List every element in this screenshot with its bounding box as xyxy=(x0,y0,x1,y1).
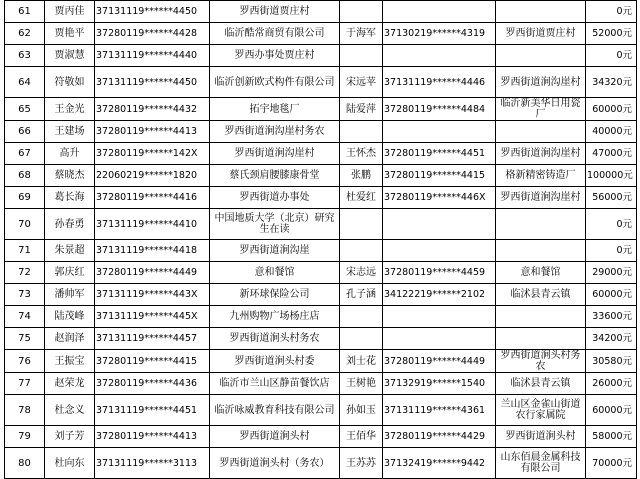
applicant-id: 37131119******4457 xyxy=(95,328,210,350)
applicant-name: 赵荣龙 xyxy=(45,373,95,395)
applicant-name: 贾艳平 xyxy=(45,23,95,45)
table-row xyxy=(5,373,637,395)
spouse-workplace: 罗西街道涧沟崖村 xyxy=(496,143,586,165)
spouse-name: 宋志远 xyxy=(340,262,383,284)
applicant-name: 贾淑慧 xyxy=(45,45,95,67)
income-amount: 40000元 xyxy=(586,121,637,143)
spouse-name: 王树艳 xyxy=(340,373,383,395)
spouse-workplace xyxy=(496,45,586,67)
row-number: 78 xyxy=(5,395,45,426)
spouse-id: 37132419******9442 xyxy=(383,448,496,479)
spouse-id xyxy=(383,45,496,67)
applicant-name: 陆茂峰 xyxy=(45,306,95,328)
income-amount: 0元 xyxy=(586,209,637,240)
row-number: 75 xyxy=(5,328,45,350)
applicant-name: 朱景超 xyxy=(45,240,95,262)
applicant-name: 杜向东 xyxy=(45,448,95,479)
applicant-name: 葛长海 xyxy=(45,187,95,209)
spouse-id xyxy=(383,306,496,328)
spouse-name xyxy=(340,1,383,23)
applicant-workplace: 新环球保险公司 xyxy=(210,284,340,306)
spouse-name xyxy=(340,328,383,350)
table-row xyxy=(5,395,637,426)
table-row xyxy=(5,165,637,187)
table-row xyxy=(5,67,637,98)
income-amount: 0元 xyxy=(586,240,637,262)
applicant-workplace: 蔡氏颈肩腰膝康骨堂 xyxy=(210,165,340,187)
applicant-workplace: 罗西街道涧头村 xyxy=(210,426,340,448)
table-row xyxy=(5,350,637,373)
spouse-workplace xyxy=(496,240,586,262)
applicant-id: 37280119******4413 xyxy=(95,426,210,448)
table-row xyxy=(5,1,637,23)
spouse-name: 于海军 xyxy=(340,23,383,45)
spouse-workplace: 临沭县青云镇 xyxy=(496,373,586,395)
applicant-name: 王建场 xyxy=(45,121,95,143)
income-amount: 0元 xyxy=(586,1,637,23)
spouse-workplace: 兰山区金雀山街道农行家属院 xyxy=(496,395,586,426)
row-number: 77 xyxy=(5,373,45,395)
spouse-workplace: 罗西街道涧沟崖村 xyxy=(496,67,586,98)
spouse-id: 37280119******4459 xyxy=(383,262,496,284)
applicant-name: 王金光 xyxy=(45,98,95,121)
spouse-name xyxy=(340,121,383,143)
applicant-workplace: 罗西街道贾庄村 xyxy=(210,1,340,23)
table-row xyxy=(5,187,637,209)
spouse-workplace xyxy=(496,121,586,143)
applicant-name: 蔡晓杰 xyxy=(45,165,95,187)
row-number: 74 xyxy=(5,306,45,328)
income-amount: 52000元 xyxy=(586,23,637,45)
spouse-id: 37280119******4451 xyxy=(383,143,496,165)
spouse-name xyxy=(340,209,383,240)
applicant-id: 37131119******445X xyxy=(95,306,210,328)
spouse-name: 孙如玉 xyxy=(340,395,383,426)
table-row xyxy=(5,240,637,262)
spouse-id xyxy=(383,209,496,240)
spouse-name xyxy=(340,240,383,262)
applicant-workplace: 罗西街道涧沟崖 xyxy=(210,240,340,262)
spouse-name: 张鹏 xyxy=(340,165,383,187)
spouse-name xyxy=(340,45,383,67)
spouse-name: 杜爱红 xyxy=(340,187,383,209)
applicant-name: 王振宝 xyxy=(45,350,95,373)
spouse-id xyxy=(383,240,496,262)
spouse-workplace: 临沭县青云镇 xyxy=(496,284,586,306)
spouse-id: 37130219******4319 xyxy=(383,23,496,45)
applicant-id: 37280119******4436 xyxy=(95,373,210,395)
table-row xyxy=(5,262,637,284)
applicant-id: 37131119******443X xyxy=(95,284,210,306)
spouse-id xyxy=(383,1,496,23)
applicant-id: 37280119******4432 xyxy=(95,98,210,121)
row-number: 79 xyxy=(5,426,45,448)
applicant-name: 刘子芳 xyxy=(45,426,95,448)
applicant-workplace: 罗西办事处贾庄村 xyxy=(210,45,340,67)
spouse-id: 37131119******4446 xyxy=(383,67,496,98)
applicant-name: 高升 xyxy=(45,143,95,165)
spouse-workplace xyxy=(496,306,586,328)
spouse-workplace: 格新精密铸造厂 xyxy=(496,165,586,187)
spouse-name: 孔子涵 xyxy=(340,284,383,306)
applicant-workplace: 临沂咏威教育科技有限公司 xyxy=(210,395,340,426)
income-amount: 58000元 xyxy=(586,426,637,448)
applicant-id: 37280119******4449 xyxy=(95,262,210,284)
applicant-name: 孙春勇 xyxy=(45,209,95,240)
spouse-name: 王苏苏 xyxy=(340,448,383,479)
row-number: 65 xyxy=(5,98,45,121)
income-amount: 47000元 xyxy=(586,143,637,165)
income-amount: 70000元 xyxy=(586,448,637,479)
row-number: 72 xyxy=(5,262,45,284)
table-row xyxy=(5,45,637,67)
row-number: 71 xyxy=(5,240,45,262)
spouse-id xyxy=(383,328,496,350)
income-amount: 33600元 xyxy=(586,306,637,328)
applicant-id: 37131119******4418 xyxy=(95,240,210,262)
income-amount: 60000元 xyxy=(586,284,637,306)
applicant-workplace: 拓宇地毯厂 xyxy=(210,98,340,121)
applicant-workplace: 意和餐馆 xyxy=(210,262,340,284)
applicant-workplace: 罗西街道涧沟崖村务农 xyxy=(210,121,340,143)
applicant-id: 37280119******4413 xyxy=(95,121,210,143)
row-number: 70 xyxy=(5,209,45,240)
spouse-workplace xyxy=(496,328,586,350)
income-amount: 29000元 xyxy=(586,262,637,284)
spouse-id: 37131119******4361 xyxy=(383,395,496,426)
spouse-id: 37280119******446X xyxy=(383,187,496,209)
spouse-workplace: 意和餐馆 xyxy=(496,262,586,284)
applicant-id: 22060219******1820 xyxy=(95,165,210,187)
spouse-workplace: 罗西街道涧沟崖村 xyxy=(496,187,586,209)
applicant-workplace: 罗西街道涧头村务农 xyxy=(210,328,340,350)
applicant-name: 郭庆红 xyxy=(45,262,95,284)
spouse-id: 37280119******4415 xyxy=(383,165,496,187)
spouse-workplace: 罗西街道涧头村 xyxy=(496,426,586,448)
applicant-id: 37131119******4440 xyxy=(95,45,210,67)
row-number: 80 xyxy=(5,448,45,479)
spouse-id: 34122219******2102 xyxy=(383,284,496,306)
spouse-name: 王怀杰 xyxy=(340,143,383,165)
table-row xyxy=(5,209,637,240)
income-amount: 60000元 xyxy=(586,395,637,426)
spouse-name: 宋远苹 xyxy=(340,67,383,98)
applicant-name: 杜念义 xyxy=(45,395,95,426)
spouse-workplace: 罗西街道贾庄村 xyxy=(496,23,586,45)
row-number: 73 xyxy=(5,284,45,306)
income-amount: 100000元 xyxy=(586,165,637,187)
row-number: 67 xyxy=(5,143,45,165)
row-number: 66 xyxy=(5,121,45,143)
applicant-workplace: 九州购物广场杨庄店 xyxy=(210,306,340,328)
row-number: 68 xyxy=(5,165,45,187)
table-row xyxy=(5,23,637,45)
income-amount: 56000元 xyxy=(586,187,637,209)
spouse-workplace: 山东佰晨金属科技有限公司 xyxy=(496,448,586,479)
applicant-workplace: 罗西街道涧头村（务农） xyxy=(210,448,340,479)
spouse-workplace: 罗西街道涧头村务农 xyxy=(496,350,586,373)
row-number: 62 xyxy=(5,23,45,45)
row-number: 61 xyxy=(5,1,45,23)
table-row xyxy=(5,306,637,328)
spouse-name: 刘士花 xyxy=(340,350,383,373)
applicant-id: 37280119******4415 xyxy=(95,350,210,373)
applicant-id: 37131119******4410 xyxy=(95,209,210,240)
applicant-workplace: 临沂创新欧式构件有限公司 xyxy=(210,67,340,98)
applicant-name: 赵润泽 xyxy=(45,328,95,350)
income-amount: 26000元 xyxy=(586,373,637,395)
spouse-name: 王佰华 xyxy=(340,426,383,448)
applicant-id: 37131119******3113 xyxy=(95,448,210,479)
applicant-workplace: 罗西街道涧沟崖村 xyxy=(210,143,340,165)
table-row xyxy=(5,284,637,306)
spouse-name: 陆爱萍 xyxy=(340,98,383,121)
table-row xyxy=(5,426,637,448)
spouse-workplace: 临沂新美华日用瓷厂 xyxy=(496,98,586,121)
row-number: 64 xyxy=(5,67,45,98)
applicant-workplace: 罗西街道办事处 xyxy=(210,187,340,209)
income-amount: 34200元 xyxy=(586,328,637,350)
row-number: 69 xyxy=(5,187,45,209)
applicant-id: 37280119******4428 xyxy=(95,23,210,45)
table-row xyxy=(5,98,637,121)
household-income-table xyxy=(4,0,637,479)
applicant-name: 潘帅军 xyxy=(45,284,95,306)
applicant-workplace: 中国地质大学（北京）研究生在读 xyxy=(210,209,340,240)
spouse-id: 37280119******4429 xyxy=(383,426,496,448)
spouse-id: 37280119******4484 xyxy=(383,98,496,121)
table-row xyxy=(5,143,637,165)
row-number: 76 xyxy=(5,350,45,373)
applicant-workplace: 临沂酷常商贸有限公司 xyxy=(210,23,340,45)
applicant-workplace: 罗西街道涧头村委 xyxy=(210,350,340,373)
applicant-workplace: 临沂市兰山区静苗餐饮店 xyxy=(210,373,340,395)
income-amount: 60000元 xyxy=(586,98,637,121)
applicant-id: 37280119******4416 xyxy=(95,187,210,209)
spouse-id: 37280119******4449 xyxy=(383,350,496,373)
applicant-id: 37131119******4450 xyxy=(95,67,210,98)
spouse-id xyxy=(383,121,496,143)
applicant-name: 符敬如 xyxy=(45,67,95,98)
applicant-id: 37131119******4450 xyxy=(95,1,210,23)
spouse-workplace xyxy=(496,209,586,240)
spouse-workplace xyxy=(496,1,586,23)
income-amount: 30580元 xyxy=(586,350,637,373)
income-amount: 0元 xyxy=(586,45,637,67)
table-row xyxy=(5,328,637,350)
spouse-id: 37132919******1540 xyxy=(383,373,496,395)
row-number: 63 xyxy=(5,45,45,67)
income-amount: 34320元 xyxy=(586,67,637,98)
applicant-id: 37280119******142X xyxy=(95,143,210,165)
table-row xyxy=(5,448,637,479)
table-row xyxy=(5,121,637,143)
applicant-id: 37131119******4451 xyxy=(95,395,210,426)
spouse-name xyxy=(340,306,383,328)
applicant-name: 贾丙佳 xyxy=(45,1,95,23)
